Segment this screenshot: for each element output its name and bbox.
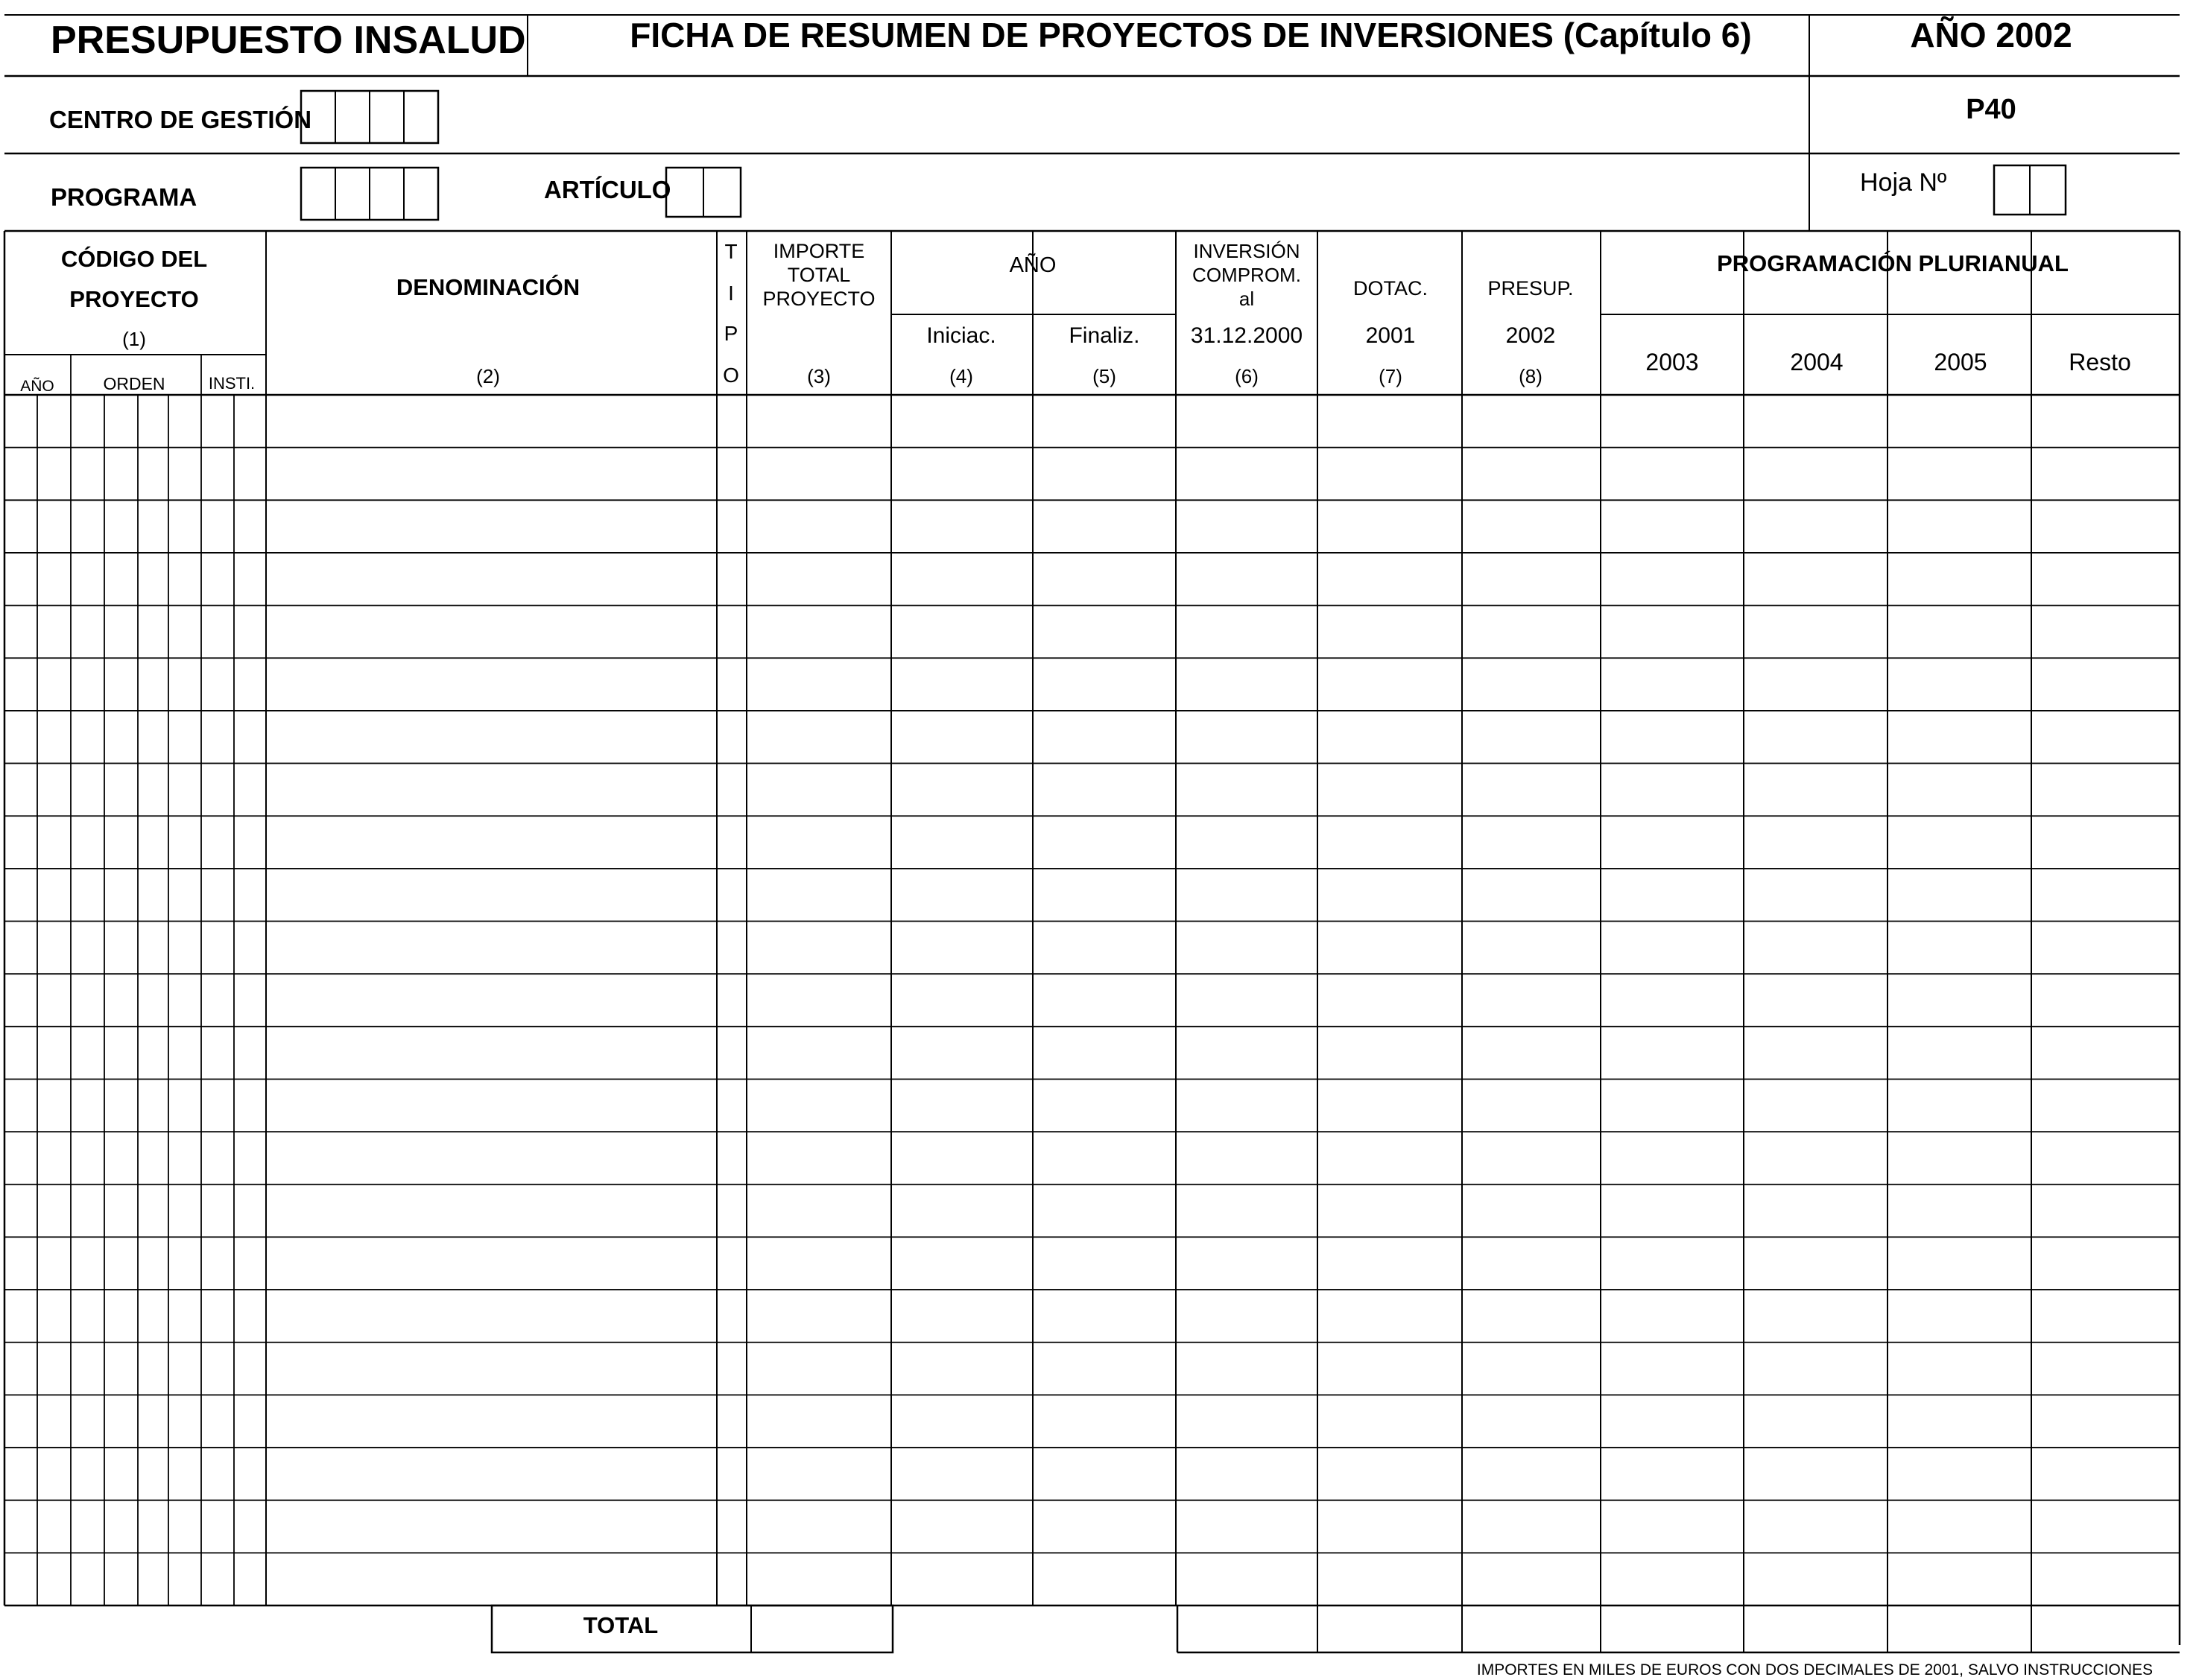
presup-year: 2002 [1505, 323, 1556, 348]
total-label: TOTAL [583, 1612, 659, 1638]
codigo-header-num: (1) [122, 328, 146, 350]
form-title: FICHA DE RESUMEN DE PROYECTOS DE INVERSIONES (Capítulo 6) [630, 16, 1752, 54]
inversion-header-line1: INVERSIÓN [1193, 240, 1300, 262]
total-box [492, 1605, 893, 1652]
centro-de-gestion-label: CENTRO DE GESTIÓN [49, 106, 312, 133]
iniciac-header: Iniciac. [926, 323, 996, 348]
year-2004-header: 2004 [1790, 349, 1844, 375]
orden-header: ORDEN [103, 374, 165, 393]
anio-short-header: AÑO [20, 378, 54, 395]
presup-header: PRESUP. [1487, 277, 1574, 299]
tipo-letter-i: I [728, 282, 734, 305]
inversion-header-line2: COMPROM. [1192, 264, 1301, 286]
iniciac-num: (4) [949, 365, 973, 387]
denominacion-num: (2) [476, 365, 500, 387]
resto-header: Resto [2069, 349, 2131, 375]
importe-header-line1: IMPORTE [773, 240, 865, 262]
codigo-header-line2: PROYECTO [69, 286, 199, 312]
year-2003-header: 2003 [1645, 349, 1699, 375]
importe-num: (3) [807, 365, 831, 387]
tipo-letter-p: P [724, 322, 738, 345]
dotac-year: 2001 [1365, 323, 1416, 348]
inversion-num: (6) [1235, 365, 1259, 387]
units-note: IMPORTES EN MILES DE EUROS CON DOS DECIMALES DE 2001, SALVO INSTRUCCIONES [1476, 1661, 2153, 1679]
dotac-header: DOTAC. [1353, 277, 1428, 299]
programacion-header: PROGRAMACIÓN PLURIANUAL [1717, 250, 2069, 276]
inversion-date: 31.12.2000 [1190, 323, 1303, 348]
year-2005-header: 2005 [1934, 349, 1987, 375]
importe-header-line3: PROYECTO [762, 288, 876, 310]
codigo-header-line1: CÓDIGO DEL [60, 246, 208, 272]
tipo-letter-o: O [723, 364, 739, 387]
hoja-label: Hoja Nº [1860, 168, 1947, 197]
denominacion-header: DENOMINACIÓN [396, 274, 580, 300]
finaliz-header: Finaliz. [1069, 323, 1140, 348]
org-title: PRESUPUESTO INSALUD [51, 19, 526, 62]
year-label: AÑO 2002 [1910, 16, 2072, 54]
importe-header-line2: TOTAL [787, 264, 851, 286]
dotac-num: (7) [1379, 365, 1402, 387]
tipo-letter-t: T [724, 240, 738, 263]
form-code: P40 [1966, 94, 2016, 125]
inversion-header-line3: al [1238, 288, 1255, 310]
articulo-label: ARTÍCULO [544, 176, 671, 203]
anio-header: AÑO [1009, 253, 1057, 277]
finaliz-num: (5) [1092, 365, 1116, 387]
insti-header: INSTI. [208, 374, 256, 393]
presup-num: (8) [1519, 365, 1542, 387]
programa-label: PROGRAMA [51, 183, 197, 211]
